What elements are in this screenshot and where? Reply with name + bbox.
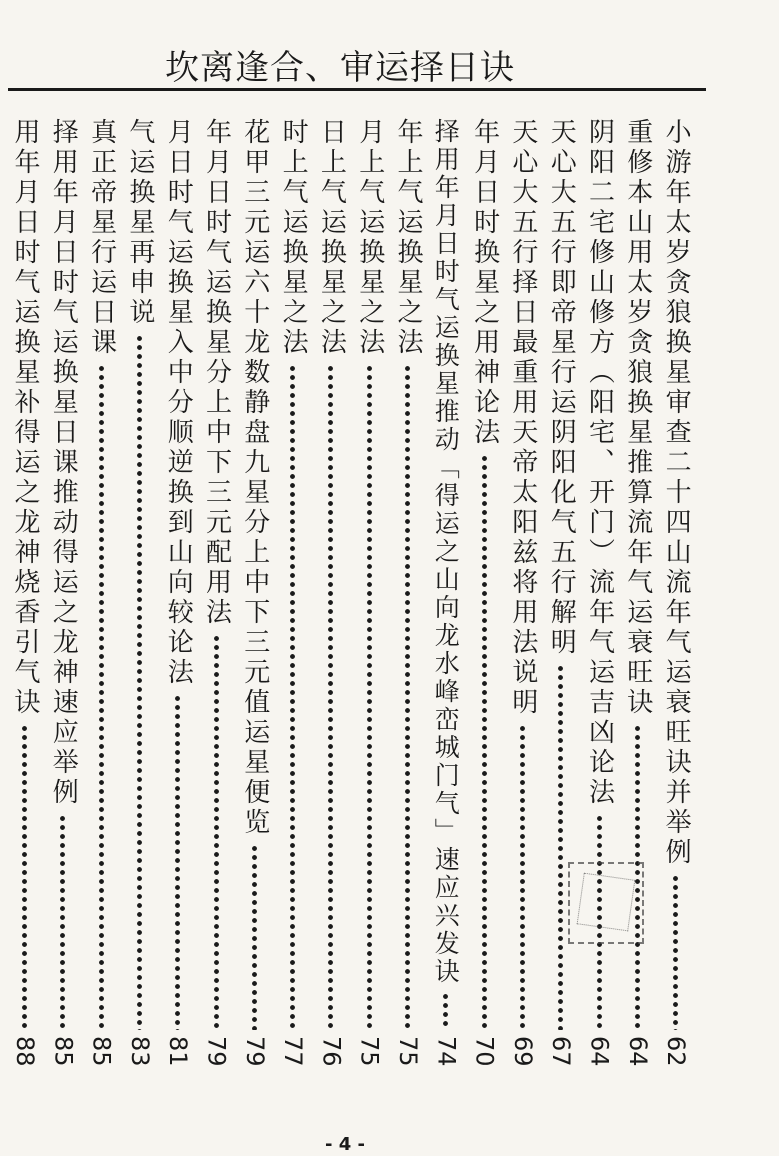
toc-entry[interactable] xyxy=(391,118,424,1103)
seal-stamp xyxy=(568,862,644,944)
toc-entry[interactable] xyxy=(200,118,233,1103)
toc-entry[interactable] xyxy=(583,118,616,1103)
dot-leader xyxy=(173,694,182,1030)
toc-entry-page: 69 xyxy=(508,1036,537,1067)
toc-entry[interactable] xyxy=(85,118,118,1103)
toc-entry-page: 62 xyxy=(662,1036,691,1067)
toc-entry-page: 76 xyxy=(317,1036,346,1067)
dot-leader xyxy=(480,454,489,1030)
dot-leader xyxy=(20,724,29,1030)
toc-entry-title: 阴阳二宅修山修方（阳宅、开门）流年气运吉凶论法 xyxy=(584,118,615,808)
toc-entry[interactable] xyxy=(429,118,462,1103)
toc-entry[interactable] xyxy=(161,118,194,1103)
toc-entry-title: 择用年月日时气运换星推动「得运之山向龙水峰峦城门气」速应兴发诀 xyxy=(431,118,461,986)
running-title: 坎离逢合、审运择日诀 xyxy=(165,48,515,88)
dot-leader xyxy=(97,364,106,1030)
toc-entry-page: 70 xyxy=(470,1036,499,1067)
toc-entry-title: 小游年太岁贪狼换星审查二十四山流年气运衰旺诀并举例 xyxy=(661,118,692,868)
toc-entry[interactable] xyxy=(544,118,577,1103)
toc-entry[interactable] xyxy=(276,118,309,1103)
dot-leader xyxy=(556,664,565,1030)
toc-entry-title: 气运换星再申说 xyxy=(124,118,155,328)
toc-entry-title: 日上气运换星之法 xyxy=(316,118,347,358)
toc-entry[interactable] xyxy=(659,118,692,1103)
dot-leader xyxy=(441,992,450,1030)
toc-entry-page: 85 xyxy=(49,1036,78,1067)
toc-entry-title: 天心大五行择日最重用天帝太阳兹将用法说明 xyxy=(507,118,538,718)
page-header xyxy=(0,0,779,92)
toc-entry-title: 重修本山用太岁贪狼换星推算流年气运衰旺诀 xyxy=(622,118,653,718)
toc-entry[interactable] xyxy=(123,118,156,1103)
toc-entry[interactable] xyxy=(8,118,41,1103)
toc-entry-title: 择用年月日时气运换星日课推动得运之龙神速应举例 xyxy=(48,118,79,808)
dot-leader xyxy=(58,814,67,1030)
toc-entry-page: 64 xyxy=(623,1036,652,1067)
toc-entry[interactable] xyxy=(238,118,271,1103)
toc-entry-title: 年月日时换星之用神论法 xyxy=(469,118,500,448)
toc-entry-title: 真正帝星行运日课 xyxy=(86,118,117,358)
toc-entry-page: 81 xyxy=(164,1036,193,1067)
toc-entry[interactable] xyxy=(468,118,501,1103)
toc-entry-title: 月上气运换星之法 xyxy=(354,118,385,358)
toc-entry-page: 64 xyxy=(585,1036,614,1067)
dot-leader xyxy=(135,334,144,1030)
dot-leader xyxy=(212,634,221,1030)
toc-entry-page: 79 xyxy=(240,1036,269,1067)
toc-entry-title: 月日时气运换星入中分顺逆换到山向较论法 xyxy=(163,118,194,688)
dot-leader xyxy=(326,364,335,1030)
toc-entry-page: 88 xyxy=(11,1036,39,1067)
toc-entry-title: 年上气运换星之法 xyxy=(393,118,423,358)
toc-entry[interactable] xyxy=(506,118,539,1103)
toc-entry-page: 75 xyxy=(394,1036,422,1067)
toc-entry-page: 74 xyxy=(432,1036,461,1067)
toc-entry[interactable] xyxy=(621,118,654,1103)
toc-entry-title: 用年月日时气运换星补得运之龙神烧香引气诀 xyxy=(10,118,40,718)
toc-entry-page: 75 xyxy=(355,1036,384,1067)
toc-entry-page: 67 xyxy=(547,1036,576,1067)
toc-entry-title: 年月日时气运换星分上中下三元配用法 xyxy=(201,118,232,628)
dot-leader xyxy=(403,364,412,1030)
toc-entry-page: 83 xyxy=(125,1036,154,1067)
toc-entry-page: 79 xyxy=(202,1036,231,1067)
dot-leader xyxy=(365,364,374,1030)
dot-leader xyxy=(250,844,259,1030)
toc-entry-title: 花甲三元运六十龙数静盘九星分上中下三元值运星便览 xyxy=(239,118,270,838)
dot-leader xyxy=(288,364,297,1030)
toc-entry-page: 85 xyxy=(87,1036,116,1067)
toc-entry-title: 天心大五行即帝星行运阴阳化气五行解明 xyxy=(546,118,577,658)
dot-leader xyxy=(518,724,527,1030)
toc-entry[interactable] xyxy=(353,118,386,1103)
page-number: - 4 - xyxy=(325,1134,365,1155)
toc-entry[interactable] xyxy=(314,118,347,1103)
toc-entry-title: 时上气运换星之法 xyxy=(278,118,309,358)
dot-leader xyxy=(671,874,680,1030)
toc-entry[interactable] xyxy=(46,118,79,1103)
toc-entry-page: 77 xyxy=(279,1036,308,1067)
table-of-contents xyxy=(8,118,698,1103)
header-rule xyxy=(8,88,706,91)
